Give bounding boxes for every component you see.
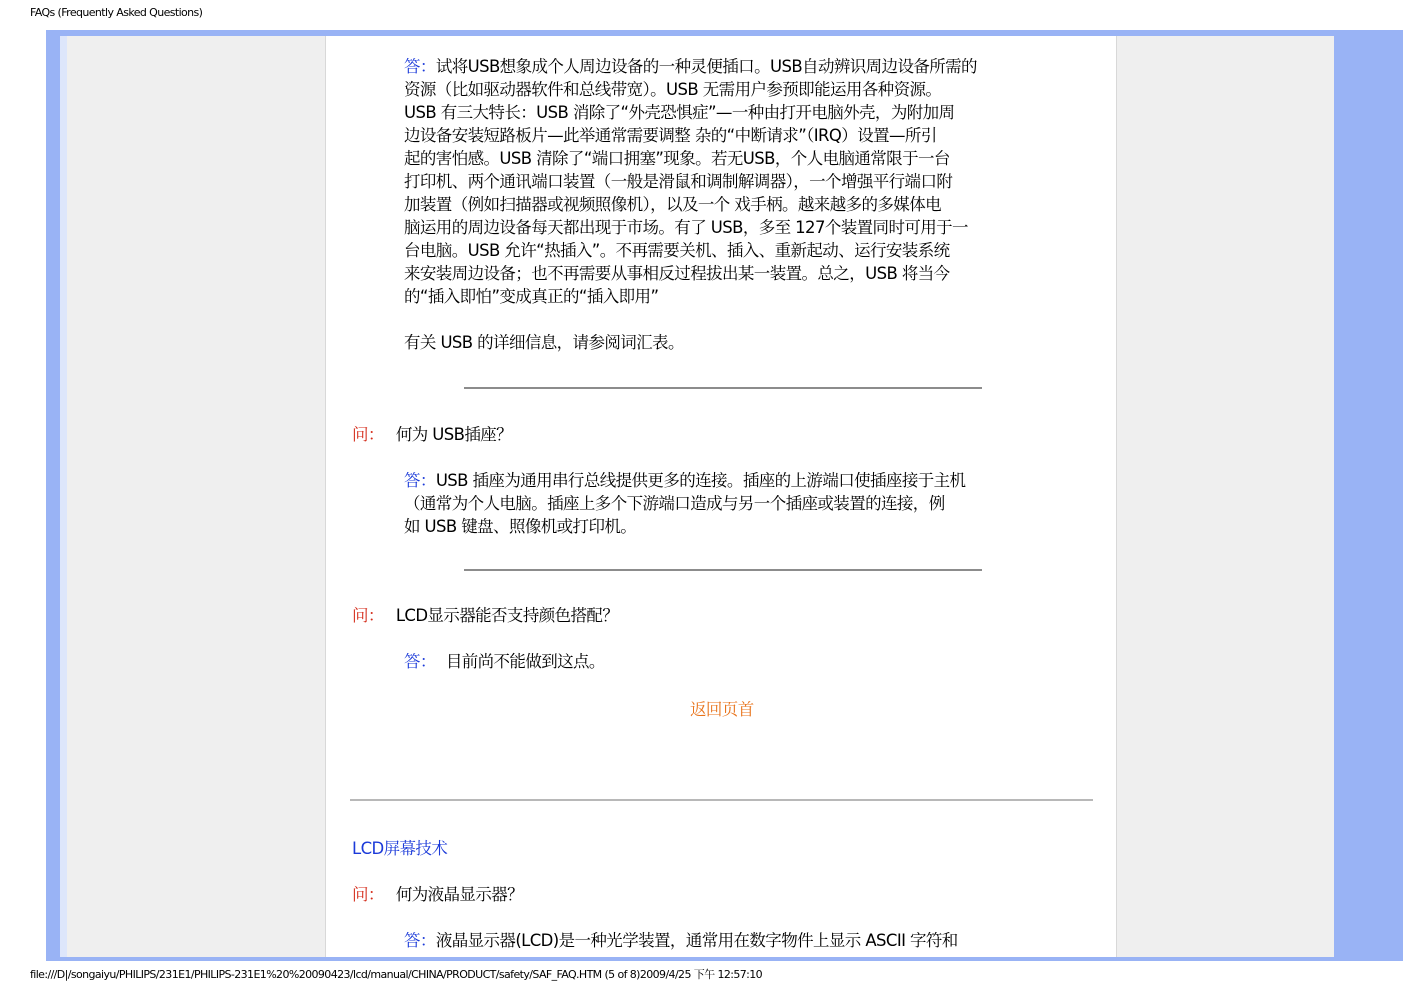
answer-line: 答：USB 插座为通用串行总线提供更多的连接。插座的上游端口使插座接于主机 [404,471,966,490]
answer-line: 边设备安装短路板片—此举通常需要调整 杂的“中断请求”（IRQ）设置—所引 [404,126,937,145]
answer-line: USB 有三大特长：USB 消除了“外壳恐惧症”—一种由打开电脑外壳，为附加周 [404,103,955,122]
left-margin [67,36,325,957]
question-text: 何为液晶显示器？ [395,885,524,904]
divider [464,387,982,389]
answer-line: （通常为个人电脑。插座上多个下游端口造成与另一个插座或装置的连接，例 [404,494,945,513]
section-divider [350,799,1093,801]
question-what-is-lcd [352,883,1052,906]
answer-label: 答： [404,471,436,490]
answer-line: 脑运用的周边设备每天都出现于市场。有了 USB，多至 127个装置同时可用于一 [404,218,968,237]
back-to-top-link[interactable]: 返回页首 [690,700,754,719]
answer-line: 如 USB 键盘、照像机或打印机。 [404,517,637,536]
answer-label: 答： [404,652,436,671]
answer-what-is-lcd [404,929,1038,952]
answer-text: 目前尚不能做到这点。 [445,652,605,671]
usb-more-info: 有关 USB 的详细信息，请参阅词汇表。 [404,333,684,352]
left-stripe [60,36,67,957]
answer-text: 液晶显示器(LCD)是一种光学装置，通常用在数字物件上显示 ASCII 字符和 [435,931,958,950]
answer-line: 的“插入即怕”变成真正的“插入即用” [404,287,659,306]
answer-line: 加装置（例如扫描器或视频照像机），以及一个 戏手柄。越来越多的多媒体电 [404,195,941,214]
answer-label: 答： [404,931,436,950]
section-title: LCD屏幕技术 [352,839,448,858]
answer-line: 台电脑。USB 允许“热插入”。不再需要关机、插入、重新起动、运行安装系统 [404,241,950,260]
answer-color-matching [404,650,1038,673]
answer-line: 起的害怕感。USB 清除了“端口拥塞”现象。若无USB，个人电脑通常限于一台 [404,149,950,168]
answer-label: 答： [404,57,436,76]
question-label: 问： [352,885,384,904]
question-usb-hub [352,423,1052,446]
answer-line: 打印机、两个通讯端口装置（一般是滑鼠和调制解调器），一个增强平行端口附 [404,172,953,191]
answer-usb-hub [404,469,1038,538]
answer-line: 资源（比如驱动器软件和总线带宽）。USB 无需用户参预即能运用各种资源。 [404,80,942,99]
question-text: LCD显示器能否支持颜色搭配？ [395,606,619,625]
page-footer-path: file:///D|/songaiyu/PHILIPS/231E1/PHILIPS-231E1%20%20090423/lcd/manual/CHINA/PRODUCT/safety/SAF_FAQ.HTM (5 of 8)2009/4/25 下午 12:57:10 [30,968,763,981]
usb-answer [404,55,1038,308]
page-header-title: FAQs (Frequently Asked Questions) [30,6,203,19]
right-margin [1117,36,1334,957]
question-text: 何为 USB插座？ [395,425,513,444]
answer-line: 来安装周边设备；也不再需要从事相反过程拔出某一装置。总之，USB 将当今 [404,264,950,283]
content-page [325,36,1117,957]
divider [464,569,982,571]
question-label: 问： [352,606,384,625]
question-color-matching [352,604,1052,627]
answer-line: 答：试将USB想象成个人周边设备的一种灵便插口。USB自动辨识周边设备所需的 [404,57,977,76]
question-label: 问： [352,425,384,444]
